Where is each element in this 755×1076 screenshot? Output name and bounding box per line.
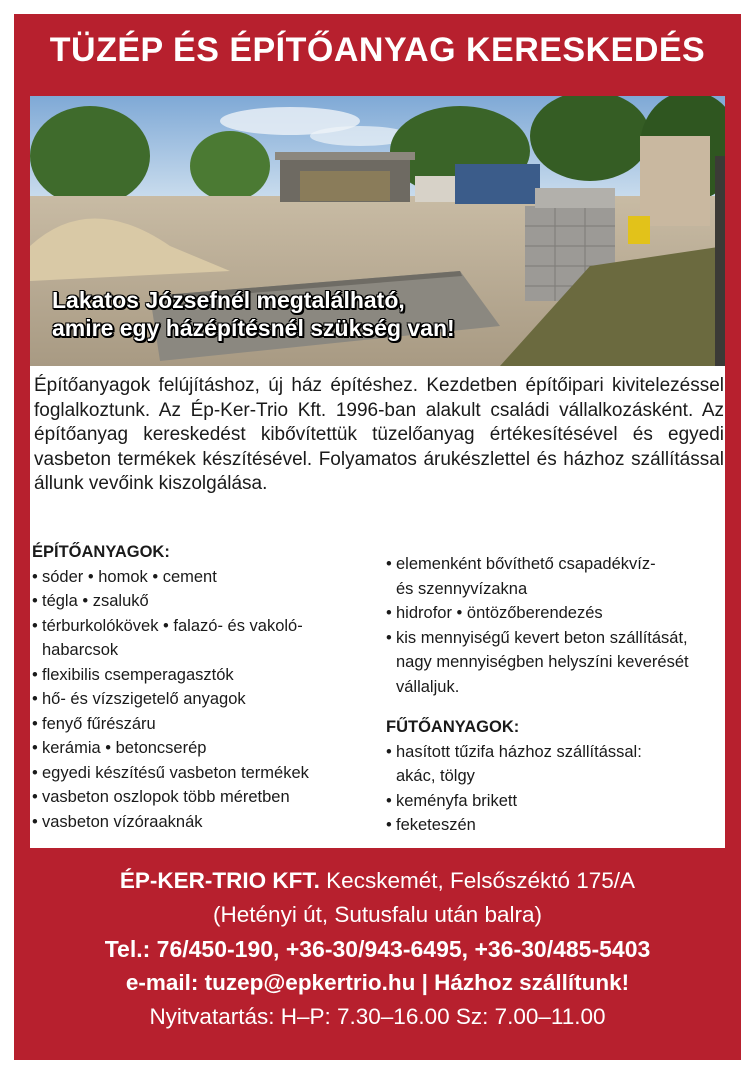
- list-item: • keményfa brikett: [386, 789, 726, 814]
- right-column: [386, 552, 726, 838]
- list-item: • feketeszén: [386, 813, 726, 838]
- building-materials-column: [32, 540, 372, 834]
- fuel-heading: FŰTŐANYAGOK:: [386, 718, 520, 736]
- list-item: • sóder • homok • cement: [32, 565, 372, 590]
- list-item: • hasított tűzifa házhoz szállítással: akác, tölgy: [386, 740, 726, 789]
- directions: (Hetényi út, Sutusfalu után balra): [213, 902, 542, 927]
- advertisement: [14, 14, 741, 1060]
- list-item: • hidrofor • öntözőberendezés: [386, 601, 726, 626]
- list-item: • kis mennyiségű kevert beton szállítását, nagy mennyiségben helyszíni keverését vállaljuk.: [386, 626, 726, 700]
- list-item: • tégla • zsalukő: [32, 589, 372, 614]
- list-item: • kerámia • betoncserép: [32, 736, 372, 761]
- caption-line-2: amire egy házépítésnél szükség van!: [52, 315, 455, 341]
- email-line: e-mail: tuzep@epkertrio.hu | Házhoz szállítunk!: [125, 970, 630, 995]
- company-name: ÉP-KER-TRIO KFT.: [119, 868, 320, 893]
- list-item: • flexibilis csemperagasztók: [32, 663, 372, 688]
- yard-photo: [30, 96, 725, 366]
- company-address: Kecskemét, Felsőszéktó 175/A: [319, 868, 636, 893]
- opening-hours: Nyitvatartás: H–P: 7.30–16.00 Sz: 7.00–11.00: [149, 1004, 606, 1029]
- content-panel: [30, 96, 725, 848]
- phone-numbers: Tel.: 76/450-190, +36-30/943-6495, +36-30/485-5403: [104, 936, 651, 962]
- contact-footer: [14, 864, 741, 1034]
- list-item: • elemenként bővíthető csapadékvíz- és szennyvízakna: [386, 552, 726, 601]
- company-line: [14, 864, 741, 898]
- intro-paragraph: Építőanyagok felújításhoz, új ház építéshez. Kezdetben építőipari kivitelezéssel foglalkoztunk. Az Ép-Ker-Trio Kft. 1996-ban alakult családi vállalkozásként. Az építőanyag kereskedést kibővítettük tüzelőanyag értékesítésével és egyedi vasbeton termékek készítésével. Folyamatos árukészlettel és házhoz szállítással állunk vevőink kiszolgálása.: [34, 375, 724, 494]
- list-item: • vasbeton oszlopok több méretben: [32, 785, 372, 810]
- list-item: • térburkolókövek • falazó- és vakoló- habarcsok: [32, 614, 372, 663]
- list-item: • vasbeton vízóraaknák: [32, 810, 372, 835]
- caption-line-1: Lakatos Józsefnél megtalálható,: [52, 287, 405, 313]
- list-item: • fenyő fűrészáru: [32, 712, 372, 737]
- building-materials-heading: ÉPÍTŐANYAGOK:: [32, 543, 170, 561]
- ad-title: TÜZÉP ÉS ÉPÍTŐANYAG KERESKEDÉS: [49, 31, 706, 69]
- list-item: • egyedi készítésű vasbeton termékek: [32, 761, 372, 786]
- photo-caption: [52, 286, 455, 342]
- list-item: • hő- és vízszigetelő anyagok: [32, 687, 372, 712]
